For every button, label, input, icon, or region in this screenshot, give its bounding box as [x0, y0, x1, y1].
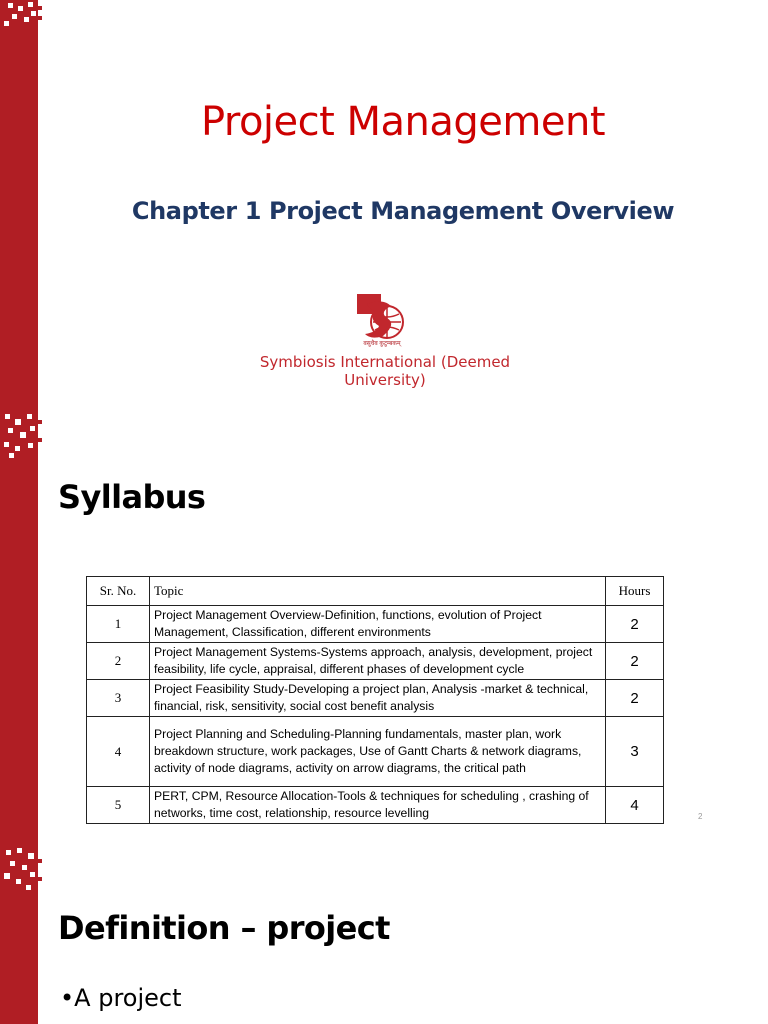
cell-topic: Project Management Systems-Systems approach, analysis, development, project feasibility, life cycle, appraisal, different phases of development cycle: [150, 643, 606, 680]
pixel-pattern-decoration: [0, 845, 40, 895]
column-header-sr-no: Sr. No.: [87, 577, 150, 606]
definition-heading: Definition – project: [58, 909, 390, 947]
syllabus-table: [86, 576, 664, 824]
table-row: [87, 643, 664, 680]
column-header-topic: Topic: [150, 577, 606, 606]
syllabus-slide: [0, 410, 768, 845]
bullet-text: A project: [74, 984, 182, 1012]
cell-sr-no: 1: [87, 606, 150, 643]
pixel-pattern-decoration: [0, 410, 40, 460]
logo-tagline: वसुधैव कुटुम्बकम्: [363, 341, 401, 347]
title-slide: [0, 0, 768, 410]
table-row: [87, 787, 664, 824]
table-header-row: [87, 577, 664, 606]
page-number: 2: [698, 812, 703, 821]
cell-topic: Project Feasibility Study-Developing a project plan, Analysis -market & technical, financial, risk, sensitivity, social cost benefit analysis: [150, 680, 606, 717]
definition-slide: [0, 845, 768, 1024]
cell-topic: Project Management Overview-Definition, functions, evolution of Project Management, Classification, different environments: [150, 606, 606, 643]
cell-sr-no: 5: [87, 787, 150, 824]
pixel-pattern-decoration: [0, 0, 40, 28]
table-row: [87, 606, 664, 643]
left-red-band: [0, 0, 38, 410]
bullet-icon: •: [60, 984, 75, 1012]
bullet-list-item: [60, 982, 182, 1014]
cell-sr-no: 4: [87, 717, 150, 787]
cell-hours: 2: [606, 606, 664, 643]
table-row: [87, 680, 664, 717]
cell-sr-no: 3: [87, 680, 150, 717]
table-row: [87, 717, 664, 787]
symbiosis-logo-icon: [357, 294, 407, 342]
slide-title: Project Management: [200, 99, 606, 145]
cell-hours: 2: [606, 643, 664, 680]
column-header-hours: Hours: [606, 577, 664, 606]
slide-subtitle: Chapter 1 Project Management Overview: [131, 197, 675, 225]
cell-sr-no: 2: [87, 643, 150, 680]
cell-hours: 3: [606, 717, 664, 787]
university-name: Symbiosis International (Deemed University): [259, 353, 511, 389]
cell-topic: Project Planning and Scheduling-Planning fundamentals, master plan, work breakdown structure, work packages, Use of Gantt Charts & network diagrams, activity of node diagrams, activity on arrow diagrams, the critical path: [150, 717, 606, 787]
cell-hours: 2: [606, 680, 664, 717]
syllabus-heading: Syllabus: [58, 478, 206, 516]
left-red-band: [0, 410, 38, 845]
cell-topic: PERT, CPM, Resource Allocation-Tools & techniques for scheduling , crashing of networks, time cost, relationship, resource levelling: [150, 787, 606, 824]
cell-hours: 4: [606, 787, 664, 824]
